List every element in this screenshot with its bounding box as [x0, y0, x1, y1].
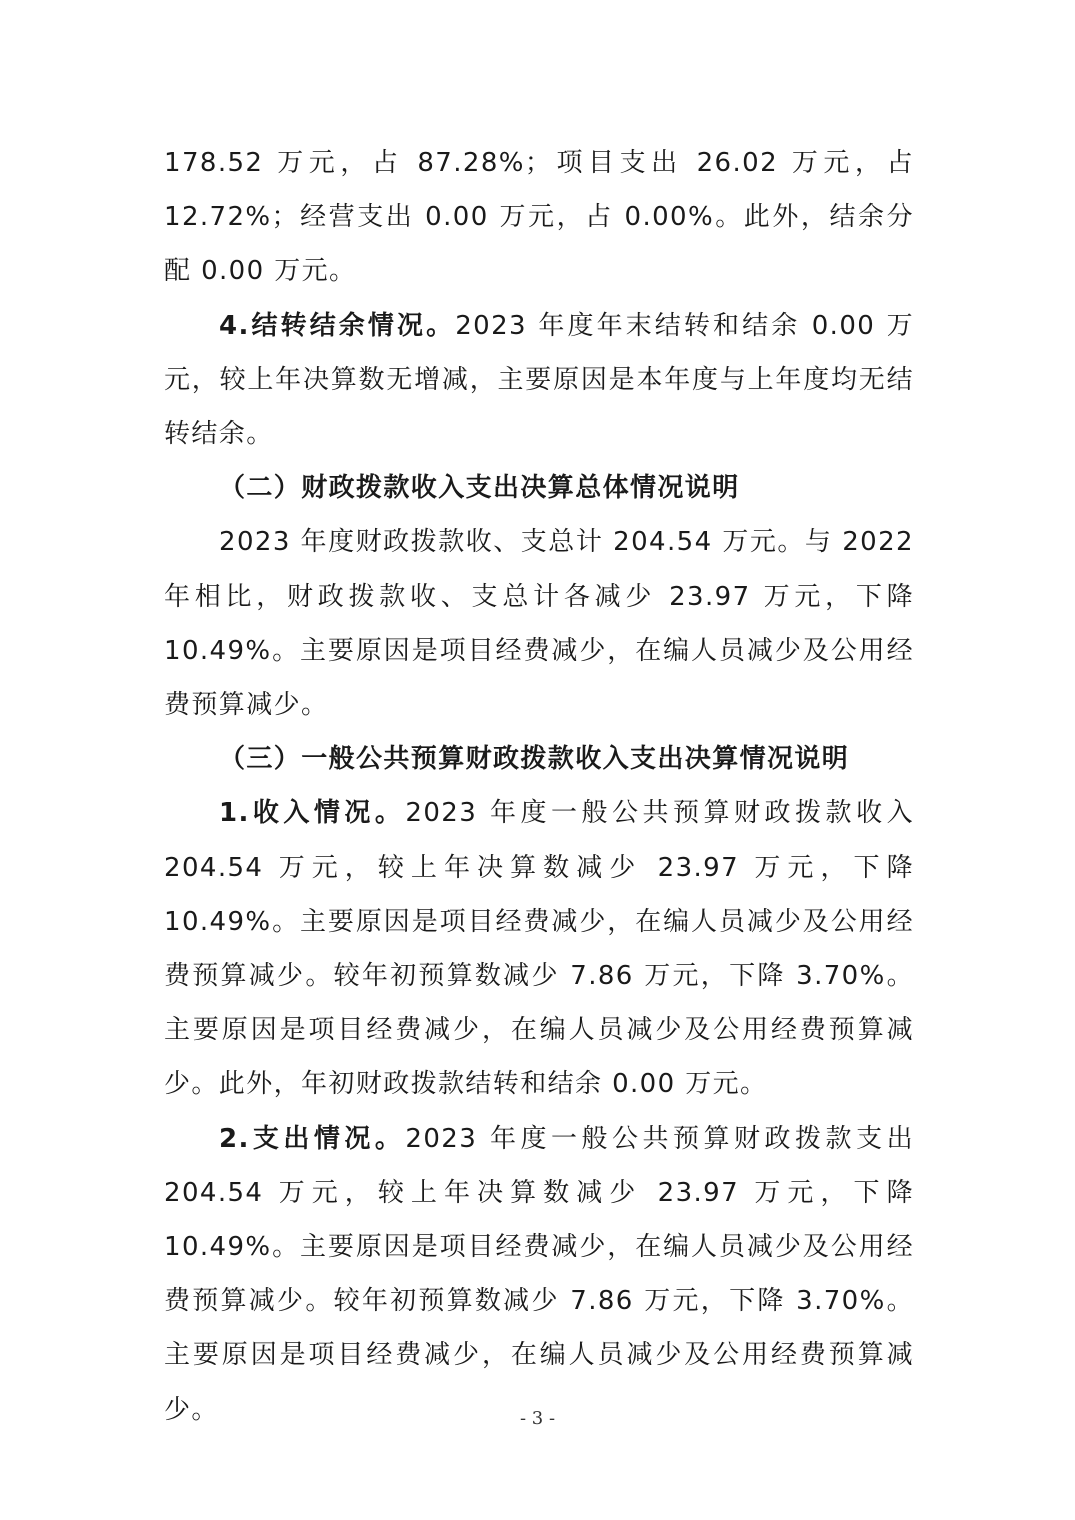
- paragraph-lead: 4.结转结余情况。: [219, 310, 456, 341]
- paragraph-text: 2023 年度一般公共预算财政拨款支出 204.54 万元，较上年决算数减少 23.97 万元，下降 10.49%。主要原因是项目经费减少，在编人员减少及公用经费预算减少。较年初预算数减少 7.86 万元，下降 3.70%。主要原因是项目经费减少，在编人员减少及公用经费预算减少。: [164, 1123, 914, 1425]
- paragraph-expenditure-continuation: 178.52 万元，占 87.28%；项目支出 26.02 万元，占 12.72%；经营支出 0.00 万元，占 0.00%。此外，结余分配 0.00 万元。: [164, 148, 914, 287]
- paragraph-income: [164, 786, 914, 1111]
- paragraph-fiscal-total: 2023 年度财政拨款收、支总计 204.54 万元。与 2022 年相比，财政拨款收、支总计各减少 23.97 万元，下降 10.49%。主要原因是项目经费减少，在编人员减少及公用经费预算减少。: [164, 527, 914, 721]
- page-number: - 3 -: [519, 1408, 556, 1429]
- paragraph-text: 2023 年度年末结转和结余 0.00 万元，较上年决算数无增减，主要原因是本年度与上年度均无结转结余。: [164, 310, 914, 450]
- section-heading-2: （二）财政拨款收入支出决算总体情况说明: [219, 473, 740, 504]
- paragraph-lead: 2.支出情况。: [219, 1123, 406, 1154]
- paragraph-expenditure: [164, 1112, 914, 1437]
- paragraph-text: 2023 年度一般公共预算财政拨款收入 204.54 万元，较上年决算数减少 23.97 万元，下降 10.49%。主要原因是项目经费减少，在编人员减少及公用经费预算减少。较年初预算数减少 7.86 万元，下降 3.70%。主要原因是项目经费减少，在编人员减少及公用经费预算减少。此外，年初财政拨款结转和结余 0.00 万元。: [164, 798, 914, 1100]
- section-heading-3: （三）一般公共预算财政拨款收入支出决算情况说明: [219, 744, 850, 775]
- paragraph-carryover: [164, 299, 914, 462]
- document-body: [164, 136, 914, 1437]
- paragraph-lead: 1.收入情况。: [219, 798, 406, 829]
